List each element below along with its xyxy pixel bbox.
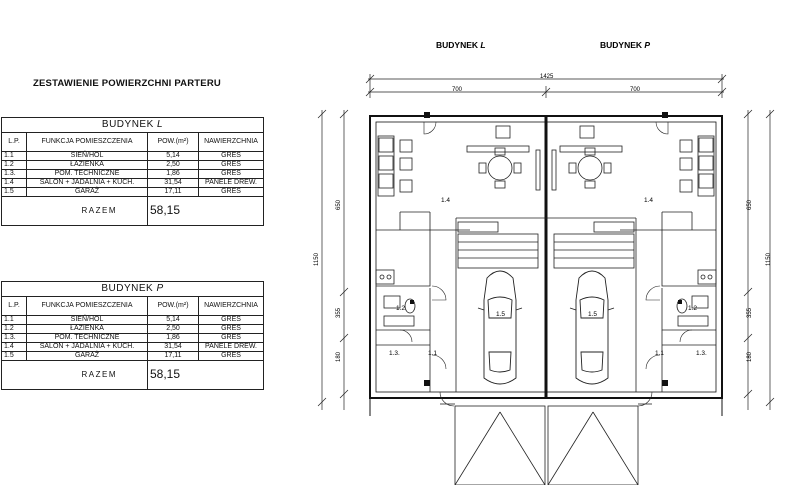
- header-area: POW.(m²): [148, 133, 199, 152]
- room-label: 1.3.: [696, 350, 707, 357]
- room-label: 1.1: [655, 350, 665, 357]
- car-icon: [478, 271, 522, 384]
- room-label: 1.4: [644, 197, 654, 204]
- dim-height-right: 1150: [766, 253, 772, 266]
- table-row: 1.3. POM. TECHNICZNE 1,86 GRES: [2, 170, 264, 179]
- dim-a-right: 650: [747, 199, 753, 210]
- car-icon: [570, 271, 614, 384]
- room-label: 1.4: [441, 197, 451, 204]
- room-label: 1.5: [588, 311, 598, 318]
- unit-p-interior: [546, 126, 716, 392]
- dim-left: 700: [452, 87, 463, 93]
- header-floor: NAWIERZCHNIA: [199, 297, 264, 316]
- unit-l-interior: [376, 126, 546, 392]
- page-title: ZESTAWIENIE POWIERZCHNI PARTERU: [33, 78, 221, 89]
- header-area: POW.(m²): [148, 297, 199, 316]
- dim-total: 1425: [540, 74, 554, 80]
- header-lp: L.P.: [2, 297, 27, 316]
- sum-label: RAZEM: [2, 197, 148, 226]
- dim-c-left: 180: [336, 351, 342, 362]
- table-row: 1.1 SIEŃ/HOL 5,14 GRES: [2, 152, 264, 161]
- table-row: 1.2 ŁAZIENKA 2,50 GRES: [2, 325, 264, 334]
- building-p-title: BUDYNEK P: [600, 40, 651, 50]
- door-swing-icon: [638, 122, 692, 406]
- sum-value: 58,15: [148, 197, 264, 226]
- header-function: FUNKCJA POMIESZCZENIA: [27, 133, 148, 152]
- driveway: [440, 404, 652, 485]
- header-lp: L.P.: [2, 133, 27, 152]
- table-row: 1.5 GARAŻ 17,11 GRES: [2, 352, 264, 361]
- left-dimensions: [318, 110, 348, 410]
- table-row: 1.1 SIEŃ/HOL 5,14 GRES: [2, 316, 264, 325]
- table-row: 1.4 SALON + JADALNIA + KUCH. 31,54 PANELE DREW.: [2, 343, 264, 352]
- dim-b-left: 355: [336, 307, 342, 318]
- room-labels: [389, 197, 707, 357]
- table-caption: BUDYNEK L: [2, 118, 264, 133]
- door-swing-icon: [400, 122, 454, 406]
- header-floor: NAWIERZCHNIA: [199, 133, 264, 152]
- sum-label: RAZEM: [2, 361, 148, 390]
- table-row: 1.2 ŁAZIENKA 2,50 GRES: [2, 161, 264, 170]
- room-label: 1.5: [496, 311, 506, 318]
- dim-a-left: 650: [336, 199, 342, 210]
- table-row: 1.5 GARAŻ 17,11 GRES: [2, 188, 264, 197]
- sum-value: 58,15: [148, 361, 264, 390]
- room-label: 1.2: [396, 305, 406, 312]
- room-label: 1.1: [428, 350, 438, 357]
- room-label: 1.2: [688, 305, 698, 312]
- table-row: 1.4 SALON + JADALNIA + KUCH. 31,54 PANELE DREW.: [2, 179, 264, 188]
- building-l-title: BUDYNEK L: [436, 40, 486, 50]
- room-label: 1.3.: [389, 350, 400, 357]
- dim-right: 700: [630, 87, 641, 93]
- header-function: FUNKCJA POMIESZCZENIA: [27, 297, 148, 316]
- dim-height-left: 1150: [314, 253, 320, 266]
- table-caption: BUDYNEK P: [2, 282, 264, 297]
- dim-c-right: 180: [747, 351, 753, 362]
- outer-walls: [370, 116, 722, 416]
- dim-b-right: 355: [747, 307, 753, 318]
- table-row: 1.3. POM. TECHNICZNE 1,86 GRES: [2, 334, 264, 343]
